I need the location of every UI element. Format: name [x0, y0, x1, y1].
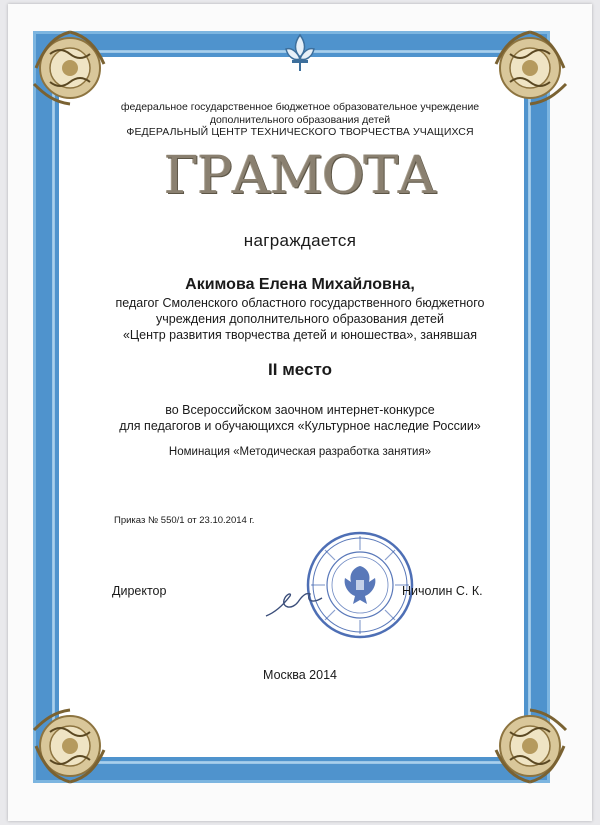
handwritten-signature — [262, 582, 332, 622]
city-year: Москва 2014 — [263, 668, 337, 682]
corner-ornament-icon — [486, 702, 574, 790]
order-reference: Приказ № 550/1 от 23.10.2014 г. — [114, 515, 255, 526]
org-line-1: федеральное государственное бюджетное образовательное учреждение — [120, 101, 480, 113]
recipient-description-line: учреждения дополнительного образования детей — [156, 312, 444, 326]
corner-ornament-icon — [26, 24, 114, 112]
signer-name: Ничолин С. К. — [402, 584, 483, 598]
award-phrase: награждается — [243, 231, 357, 250]
corner-ornament-icon — [26, 702, 114, 790]
director-title: Директор — [112, 584, 167, 598]
contest-line: для педагогов и обучающихся «Культурное наследие России» — [119, 419, 481, 433]
recipient-description-line: «Центр развития творчества детей и юношества», занявшая — [122, 328, 478, 342]
recipient-description-line: педагог Смоленского областного государственного бюджетного — [115, 296, 485, 310]
contest-line: во Всероссийском заочном интернет-конкурсе — [165, 403, 435, 417]
nomination: Номинация «Методическая разработка занятия» — [168, 446, 432, 458]
fleur-de-lis-icon — [282, 33, 318, 73]
certificate-title: ГРАМОТА — [164, 146, 436, 206]
org-line-3: ФЕДЕРАЛЬНЫЙ ЦЕНТР ТЕХНИЧЕСКОГО ТВОРЧЕСТВА УЧАЩИХСЯ — [126, 126, 474, 138]
org-line-2: дополнительного образования детей — [209, 114, 391, 126]
corner-ornament-icon — [486, 24, 574, 112]
recipient-name: Акимова Елена Михайловна, — [185, 276, 415, 293]
place-awarded: II место — [268, 360, 332, 379]
